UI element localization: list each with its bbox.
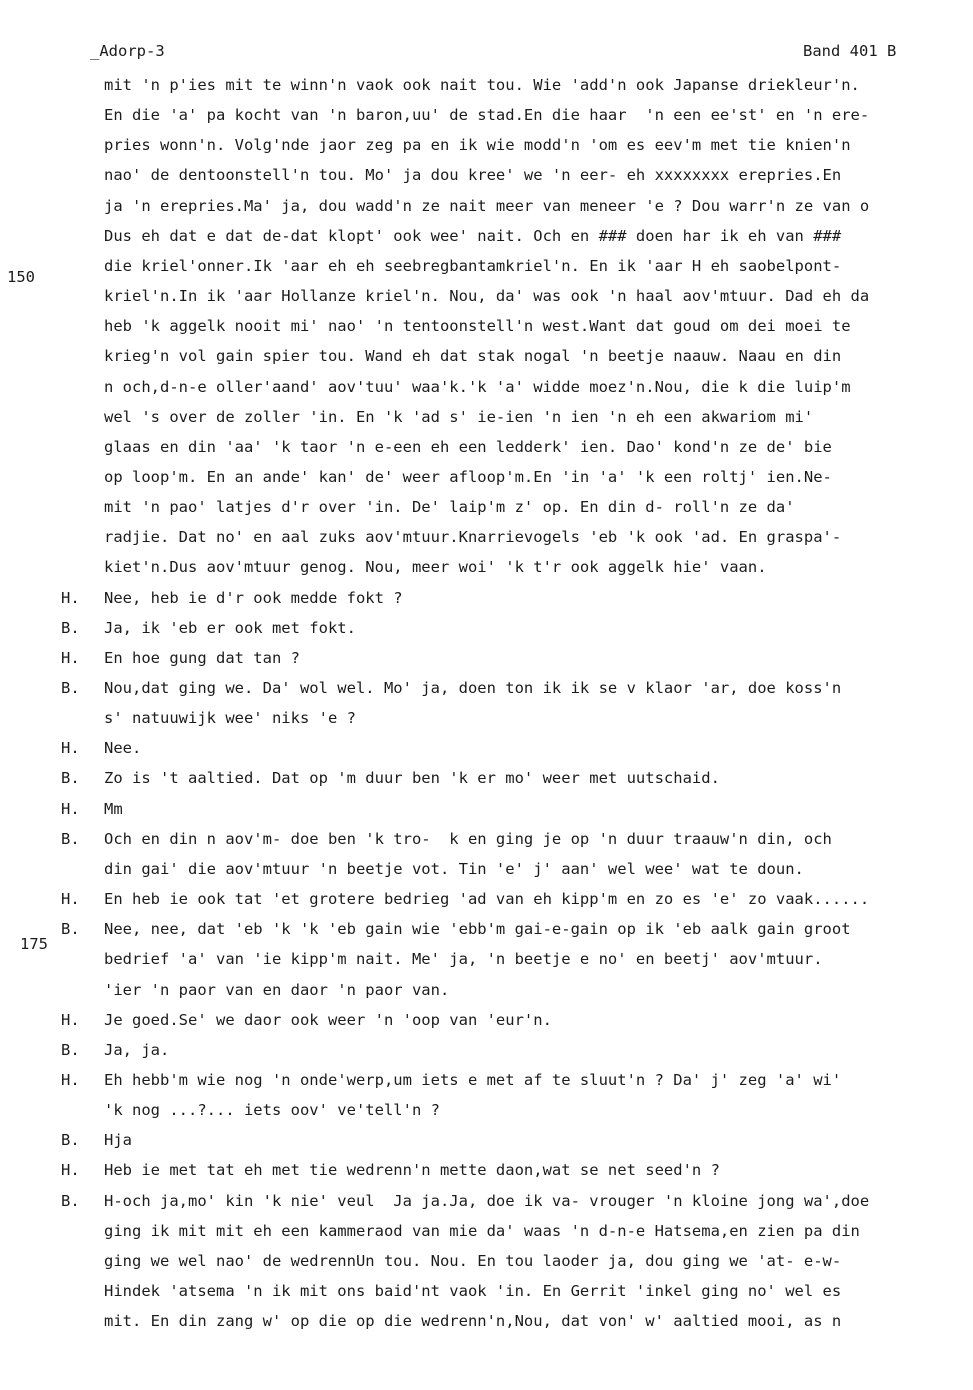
- line-number-175: 175: [20, 935, 48, 953]
- line-text: wel 's over de zoller 'in. En 'k 'ad s' ie-ien 'n ien 'n eh een akwariom mi': [104, 407, 814, 426]
- transcript-line: [0, 70, 973, 100]
- speaker-label: B.: [61, 618, 80, 637]
- line-text: Ja, ja.: [104, 1040, 170, 1059]
- transcript-line: [0, 492, 973, 522]
- transcript-line: [0, 191, 973, 221]
- line-text: Heb ie met tat eh met tie wedrenn'n mette daon,wat se net seed'n ?: [104, 1161, 720, 1180]
- transcript-line: [0, 1276, 973, 1306]
- transcript-line: [0, 884, 973, 914]
- transcript-line: [0, 402, 973, 432]
- line-text: Nee, nee, dat 'eb 'k 'k 'eb gain wie 'ebb'm gai-e-gain op ik 'eb aalk gain groot: [104, 920, 851, 939]
- line-text: heb 'k aggelk nooit mi' nao' 'n tentoonstell'n west.Want dat goud om dei moei te: [104, 317, 851, 336]
- transcript-line: [0, 552, 973, 582]
- transcript-line: [0, 251, 973, 281]
- transcript-line: [0, 794, 973, 824]
- speaker-label: B.: [61, 1040, 80, 1059]
- speaker-label: H.: [61, 1070, 80, 1089]
- speaker-label: B.: [61, 829, 80, 848]
- line-text: 'ier 'n paor van en daor 'n paor van.: [104, 980, 450, 999]
- transcript-line: [0, 914, 973, 944]
- transcript-line: [0, 372, 973, 402]
- transcript-line: [0, 462, 973, 492]
- speaker-label: H.: [61, 588, 80, 607]
- speaker-label: H.: [61, 1161, 80, 1180]
- line-text: kriel'n.In ik 'aar Hollanze kriel'n. Nou, da' was ook 'n haal aov'mtuur. Dad eh da: [104, 287, 870, 306]
- transcript-line: [0, 281, 973, 311]
- transcript-line: [0, 975, 973, 1005]
- transcript-line: [0, 1216, 973, 1246]
- speaker-label: B.: [61, 1131, 80, 1150]
- line-text: radjie. Dat no' en aal zuks aov'mtuur.Knarrievogels 'eb 'k ook 'ad. En graspa'-: [104, 528, 842, 547]
- line-text: s' natuuwijk wee' niks 'e ?: [104, 709, 356, 728]
- line-text: Hindek 'atsema 'n ik mit ons baid'nt vaok 'in. En Gerrit 'inkel ging no' wel es: [104, 1282, 842, 1300]
- line-text: pries wonn'n. Volg'nde jaor zeg pa en ik wie modd'n 'om es eev'm met tie knien'n: [104, 136, 851, 155]
- transcript-line: [0, 824, 973, 854]
- line-text: 'k nog ...?... iets oov' ve'tell'n ?: [104, 1101, 440, 1120]
- transcript-line: [0, 522, 973, 552]
- document-id: _Adorp-3: [90, 42, 165, 60]
- line-text: Zo is 't aaltied. Dat op 'm duur ben 'k er mo' weer met uutschaid.: [104, 769, 720, 788]
- transcript-line: [0, 160, 973, 190]
- line-text: Mm: [104, 799, 123, 818]
- transcript-line: [0, 1246, 973, 1276]
- line-text: Hja: [104, 1131, 132, 1150]
- line-text: mit. En din zang w' op die op die wedrenn'n,Nou, dat von' w' aaltied mooi, as n: [104, 1312, 842, 1331]
- transcript-line: [0, 432, 973, 462]
- line-text: H-och ja,mo' kin 'k nie' veul Ja ja.Ja, doe ik va- vrouger 'n kloine jong wa',doe: [104, 1191, 870, 1210]
- line-text: n och,d-n-e oller'aand' aov'tuu' waa'k.'k 'a' widde moez'n.Nou, die k die luip'm: [104, 377, 851, 396]
- speaker-label: H.: [61, 1010, 80, 1029]
- line-text: kiet'n.Dus aov'mtuur genog. Nou, meer woi' 'k t'r ook aggelk hie' vaan.: [104, 558, 767, 577]
- line-text: bedrief 'a' van 'ie kipp'm nait. Me' ja, 'n beetje e no' en beetj' aov'mtuur.: [104, 950, 823, 969]
- line-number-150: 150: [7, 268, 35, 286]
- line-text: Je goed.Se' we daor ook weer 'n 'oop van 'eur'n.: [104, 1010, 552, 1029]
- transcript-line: [0, 1065, 973, 1095]
- transcript-line: [0, 1125, 973, 1155]
- speaker-label: B.: [61, 1191, 80, 1210]
- transcript-line: [0, 1306, 973, 1336]
- line-text: En hoe gung dat tan ?: [104, 648, 300, 667]
- line-text: Ja, ik 'eb er ook met fokt.: [104, 618, 356, 637]
- line-text: Eh hebb'm wie nog 'n onde'werp,um iets e met af te sluut'n ? Da' j' zeg 'a' wi': [104, 1070, 842, 1089]
- transcript-line: [0, 673, 973, 703]
- line-text: Dus eh dat e dat de-dat klopt' ook wee' nait. Och en ### doen har ik eh van ###: [104, 226, 842, 245]
- transcript-line: [0, 100, 973, 130]
- line-text: op loop'm. En an ande' kan' de' weer afloop'm.En 'in 'a' 'k een roltj' ien.Ne-: [104, 467, 832, 486]
- line-text: nao' de dentoonstell'n tou. Mo' ja dou kree' we 'n eer- eh xxxxxxxx erepries.En: [104, 166, 842, 185]
- line-text: Nee, heb ie d'r ook medde fokt ?: [104, 588, 403, 607]
- line-text: ja 'n erepries.Ma' ja, dou wadd'n ze nait meer van meneer 'e ? Dou warr'n ze van o: [104, 196, 870, 215]
- transcript-line: [0, 1005, 973, 1035]
- transcript-line: [0, 1186, 973, 1216]
- line-text: mit 'n pao' latjes d'r over 'in. De' laip'm z' op. En din d- roll'n ze da': [104, 498, 795, 517]
- line-text: Och en din n aov'm- doe ben 'k tro- k en ging je op 'n duur traauw'n din, och: [104, 829, 832, 848]
- transcript-line: [0, 613, 973, 643]
- tape-reference: Band 401 B: [803, 42, 897, 60]
- transcript-line: [0, 311, 973, 341]
- transcript-line: [0, 1035, 973, 1065]
- speaker-label: B.: [61, 920, 80, 939]
- transcript-line: [0, 1095, 973, 1125]
- speaker-label: H.: [61, 890, 80, 909]
- line-text: mit 'n p'ies mit te winn'n vaok ook nait tou. Wie 'add'n ook Japanse driekleur'n.: [104, 76, 860, 94]
- line-text: krieg'n vol gain spier tou. Wand eh dat stak nogal 'n beetje naauw. Naau en din: [104, 347, 842, 366]
- speaker-label: H.: [61, 648, 80, 667]
- speaker-label: B.: [61, 679, 80, 697]
- transcript-line: [0, 733, 973, 763]
- transcript-line: [0, 703, 973, 733]
- speaker-label: B.: [61, 769, 80, 788]
- transcript-line: [0, 854, 973, 884]
- speaker-label: H.: [61, 739, 80, 758]
- line-text: din gai' die aov'mtuur 'n beetje vot. Tin 'e' j' aan' wel wee' wat te doun.: [104, 859, 804, 878]
- transcript-line: [0, 763, 973, 793]
- line-text: ging ik mit mit eh een kammeraod van mie da' waas 'n d-n-e Hatsema,en zien pa din: [104, 1221, 860, 1240]
- transcript-line: [0, 643, 973, 673]
- transcript-line: [0, 1155, 973, 1185]
- line-text: En die 'a' pa kocht van 'n baron,uu' de stad.En die haar 'n een ee'st' en 'n ere-: [104, 106, 870, 125]
- transcript-line: [0, 583, 973, 613]
- transcript-line: [0, 130, 973, 160]
- transcript-line: [0, 221, 973, 251]
- line-text: glaas en din 'aa' 'k taor 'n e-een eh een ledderk' ien. Dao' kond'n ze de' bie: [104, 437, 832, 456]
- line-text: Nou,dat ging we. Da' wol wel. Mo' ja, doen ton ik ik se v klaor 'ar, doe koss'n: [104, 679, 842, 697]
- transcript-line: [0, 341, 973, 371]
- line-text: En heb ie ook tat 'et grotere bedrieg 'ad van eh kipp'm en zo es 'e' zo vaak......: [104, 890, 870, 909]
- line-text: ging we wel nao' de wedrennUn tou. Nou. En tou laoder ja, dou ging we 'at- e-w-: [104, 1251, 842, 1270]
- transcript-line: [0, 944, 973, 974]
- line-text: Nee.: [104, 739, 142, 758]
- line-text: die kriel'onner.Ik 'aar eh eh seebregbantamkriel'n. En ik 'aar H eh saobelpont-: [104, 256, 842, 275]
- speaker-label: H.: [61, 799, 80, 818]
